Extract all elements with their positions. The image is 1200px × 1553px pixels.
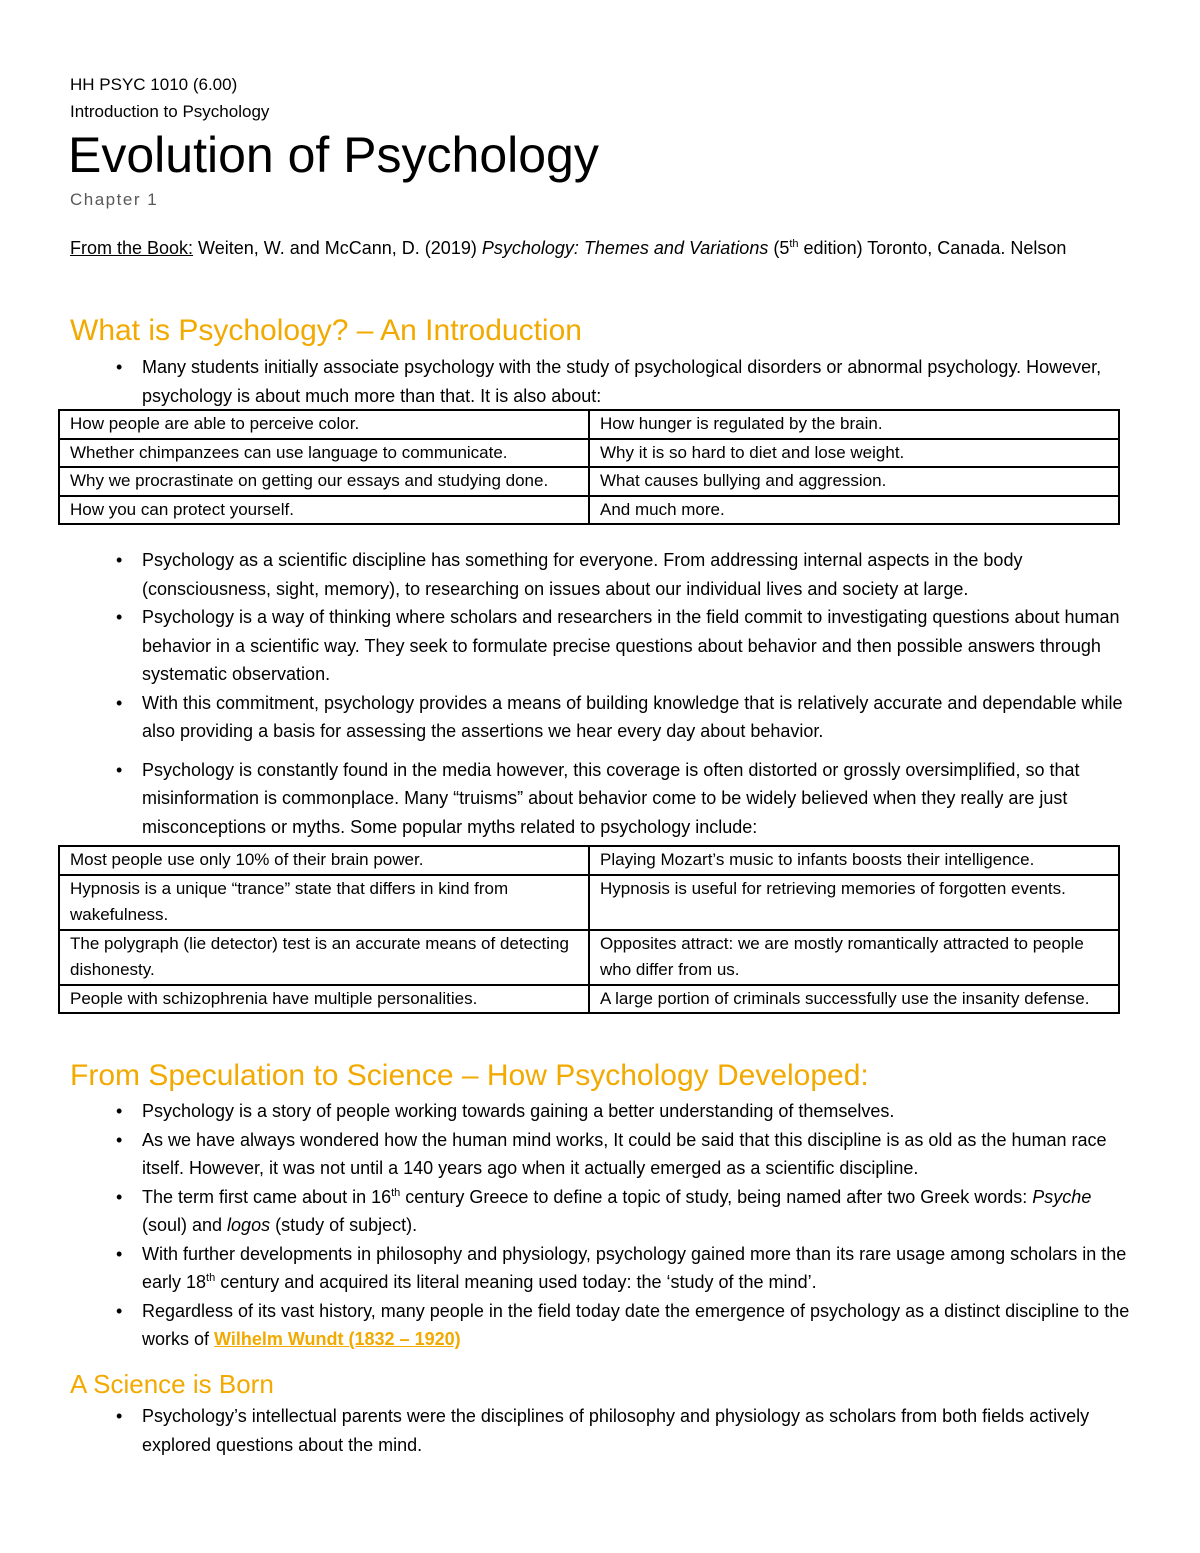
list-item: • Psychology’s intellectual parents were the disciplines of philosophy and physiology as scholars from both fields actively explored questions about the mind.	[70, 1402, 1135, 1459]
list-item	[70, 1240, 1135, 1297]
table-row	[59, 930, 1119, 985]
table-cell: How you can protect yourself.	[59, 496, 589, 525]
reference-edition: (5	[768, 238, 790, 258]
list-item: • As we have always wondered how the human mind works, It could be said that this discipline is as old as the human race itself. However, it was not until a 140 years ago when it actually emerged as a scientific discipline.	[70, 1126, 1135, 1183]
myths-table	[58, 845, 1120, 1014]
section-heading-science-is-born: A Science is Born	[70, 1369, 274, 1399]
reference-authors: Weiten, W. and McCann, D. (2019)	[193, 238, 482, 258]
table-row	[59, 439, 1119, 468]
table-row	[59, 467, 1119, 496]
list-item	[70, 1183, 1135, 1240]
list-item: • Psychology is constantly found in the media however, this coverage is often distorted or grossly oversimplified, so that misinformation is commonplace. Many “truisms” about behavior come to be widely believed when they really are just misconceptions or myths. Some popular myths related to psychology include:	[70, 756, 1135, 842]
table-cell: How hunger is regulated by the brain.	[589, 410, 1119, 439]
table-row	[59, 496, 1119, 525]
text-span: Regardless of its vast history, many people in the field today date the emergence of psychology as a distinct discipline to the works of	[142, 1300, 1130, 1349]
text-span: century and acquired its literal meaning used today: the ‘study of the mind’.	[215, 1272, 817, 1292]
table-cell: And much more.	[589, 496, 1119, 525]
reference-book-title: Psychology: Themes and Variations	[481, 238, 769, 258]
table-row	[59, 846, 1119, 875]
text-span: (study of subject).	[270, 1215, 418, 1235]
text-span: With further developments in philosophy and physiology, psychology gained more than its rare usage among scholars in the early 18	[142, 1243, 1127, 1292]
list-item: • Psychology is a story of people working towards gaining a better understanding of themselves.	[70, 1097, 1135, 1126]
table-row	[59, 985, 1119, 1014]
reference-publisher: edition) Toronto, Canada. Nelson	[798, 238, 1067, 258]
introduction-bullet-list	[70, 546, 1135, 841]
table-cell: What causes bullying and aggression.	[589, 467, 1119, 496]
table-cell: Why we procrastinate on getting our essays and studying done.	[59, 467, 589, 496]
list-item: • Many students initially associate psychology with the study of psychological disorders or abnormal psychology. However, psychology is about much more than that. It is also about:	[70, 353, 1135, 410]
term-psyche: Psyche	[1032, 1186, 1092, 1207]
text-span: The term first came about in 16	[142, 1186, 392, 1207]
history-bullet-list	[70, 1097, 1135, 1354]
section-heading-speculation-to-science: From Speculation to Science – How Psychology Developed:	[70, 1059, 869, 1092]
wundt-link[interactable]: Wilhelm Wundt (1832 – 1920)	[214, 1329, 461, 1349]
superscript: th	[206, 1272, 216, 1284]
intro-bullet-list	[70, 353, 1135, 410]
table-cell: Playing Mozart’s music to infants boosts their intelligence.	[589, 846, 1119, 875]
table-cell: How people are able to perceive color.	[59, 410, 589, 439]
term-logos: logos	[227, 1215, 271, 1235]
list-item: • Psychology is a way of thinking where scholars and researchers in the field commit to investigating questions about human behavior in a scientific way. They seek to formulate precise questions about behavior and then possible answers through systematic observation.	[70, 603, 1135, 689]
list-item: • Psychology as a scientific discipline has something for everyone. From addressing internal aspects in the body (consciousness, sight, memory), to researching on issues about our individual lives and society at large.	[70, 546, 1135, 603]
table-row	[59, 875, 1119, 930]
text-span: (soul) and	[142, 1215, 228, 1235]
table-cell: Whether chimpanzees can use language to communicate.	[59, 439, 589, 468]
course-code: HH PSYC 1010 (6.00)	[70, 75, 238, 94]
topics-table	[58, 409, 1120, 525]
reference-label: From the Book:	[70, 238, 194, 258]
course-name: Introduction to Psychology	[70, 102, 270, 121]
table-cell: A large portion of criminals successfully use the insanity defense.	[589, 985, 1119, 1014]
book-reference	[70, 234, 1130, 262]
table-cell: People with schizophrenia have multiple personalities.	[59, 985, 589, 1014]
document-title: Evolution of Psychology	[68, 127, 599, 183]
table-cell: The polygraph (lie detector) test is an accurate means of detecting dishonesty.	[59, 930, 589, 985]
reference-edition-sup: th	[789, 238, 799, 250]
section-heading-introduction: What is Psychology? – An Introduction	[70, 314, 582, 347]
superscript: th	[391, 1186, 401, 1199]
table-cell: Why it is so hard to diet and lose weight.	[589, 439, 1119, 468]
science-born-bullet-list	[70, 1402, 1135, 1459]
table-cell: Hypnosis is a unique “trance” state that differs in kind from wakefulness.	[59, 875, 589, 930]
table-cell: Most people use only 10% of their brain power.	[59, 846, 589, 875]
table-cell: Opposites attract: we are mostly romantically attracted to people who differ from us.	[589, 930, 1119, 985]
table-cell: Hypnosis is useful for retrieving memories of forgotten events.	[589, 875, 1119, 930]
list-item: • With this commitment, psychology provides a means of building knowledge that is relatively accurate and dependable while also providing a basis for assessing the assertions we hear every day about behavior.	[70, 689, 1135, 746]
text-span: century Greece to define a topic of study, being named after two Greek words:	[400, 1186, 1033, 1207]
chapter-subtitle: Chapter 1	[70, 190, 159, 209]
list-item	[70, 1297, 1135, 1354]
table-row	[59, 410, 1119, 439]
